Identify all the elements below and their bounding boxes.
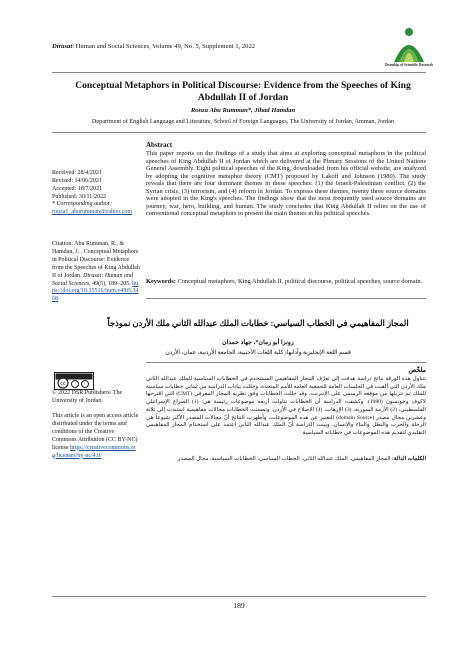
arabic-title: المجاز المفاهيمي في الخطاب السياسي: خطابات الملك عبدالله الثاني ملك الأردن نموذجاً — [107, 319, 409, 328]
revised-date: Revised: 14/06/2021 — [52, 177, 102, 184]
published-date: Published: 30/11/2022 — [52, 193, 106, 200]
cc-by-nc-icon — [54, 372, 94, 390]
journal-name: Dirasat — [52, 43, 73, 50]
abstract-text: This paper reports on the findings of a study that aims at exploring conceptual metaphors in the political speeches of King Abdullah II of Jordan which are delivered at the Plenary Sessions of the United Nations General Assembly. Eight political speeches of the King, downloaded from his official website, are analyzed by adopting the cognitive metaphor theory (CMT) proposed by Lakoff and Johnson (1980). The study reveals that there are four dominant themes in these speeches: (1) the Israeli-Palestinian conflict, (2) the Syrian crisis, (3) terrorism, and (4) reform in Jordan. To express these themes, twenty three source domains were adopted in the King's speeches. The findings show that the most frequently used source domains are journey, war, hero, building, and human. The study concludes that King Abdullah II relies on the use of conventional conceptual metaphors to present the main themes in his political speeches. — [146, 150, 426, 218]
journal-header — [52, 43, 352, 50]
svg-text:cc: cc — [60, 381, 66, 387]
abstract-heading: Abstract — [146, 141, 173, 149]
received-date: Received: 28/4/2021 — [52, 170, 102, 176]
journal-details: : Human and Social Sciences, Volume 49, No. 5, Supplement 1, 2022 — [72, 43, 256, 50]
open-access-text: This article is an open access article distributed under the terms and conditions of the Creative Commons Attribution (CC BY-NC) license — [52, 413, 139, 451]
affiliation: Department of English Language and Literature, School of Foreign Languages, The University of Jordan, Amman, Jordan — [91, 118, 395, 125]
divider — [146, 298, 426, 299]
divider — [52, 596, 426, 597]
license-link[interactable]: https://creativecommons.org/licenses/by-nc/4.0/ — [52, 444, 136, 459]
arabic-affiliation: قسم اللغة الإنجليزية وآدابها، كلية اللغات الأجنبية، الجامعة الأردنية، عمان، الأردن — [165, 350, 351, 356]
arabic-abstract-heading: ملخّص — [408, 367, 426, 374]
divider — [52, 132, 426, 133]
arabic-keywords-text: المجاز المفاهيمي، الملك عبدالله الثاني، الخطاب السياسي، الخطابات السياسية، مجال المصدر. — [176, 456, 391, 462]
dates-block — [52, 170, 140, 202]
cc-badge — [55, 373, 94, 390]
keywords-label: Keywords: — [146, 278, 176, 285]
citation-text: Citation: Abu Rumman, R., & Hamdan, J. . Conceptual Metaphors in Political Discourse: Evidence from the Speeches of King Abdullah II of Jordan. — [52, 241, 140, 279]
keywords-text: Conceptual metaphors, King Abdullah II, political discourse, political speeches, source domain. — [177, 278, 423, 285]
divider — [52, 72, 426, 73]
arabic-keywords-label: الكلمات الدالة: — [391, 456, 426, 462]
authors: Ronza Abu Rumman*, Jihad Hamdan — [190, 107, 296, 114]
corresponding-author — [52, 201, 140, 217]
arabic-abstract-text: تتناول هذه الورقة نتائج دراسة هدفت إلى تعرّف المجاز المفاهيمي المستخدم في الخطابات السياسية للملك عبدالله الثاني ملك الأردن التي ألقيت في الجلسات العامة للجمعية العامة للأمم المتحدة. وحللت بيانات الدراسة من ثماني خطابات سياسية للملك تم تنزيلها من موقعه الرسمي على الإنترنت، وقد حللت الخطابات وفق نظرية المجاز المعرفي (CMT) التي اقترحها لاكوف وجونسون (1980). وكشفت الدراسة أن الخطابات تناولت أربعة موضوعات رئيسة هي: (1) الصراع الإسرائيلي الفلسطيني، (2) الأزمة السورية، (3) الإرهاب، (4) الإصلاح في الأردن. وتضمنت الخطابات مجالات مفاهيمية استندت إلى ثلاثة وعشرين مجال مصدر (domain Source) للتعبير عن هذه الموضوعات، وأظهرت النتائج أنّ مجالات المصدر الأكثر شيوعاً هي الرحلة والحرب والبطل والبناء والإنسان. وبينت الدراسة أنّ الملك عبدالله الثاني اعتمد على استخدام المجاز المفاهيمي التقليدي لتقديم هذه الموضوعات في خطاباته السياسية. — [146, 376, 427, 436]
divider — [146, 362, 426, 363]
arabic-authors: رونزا أبو رمان*، جهاد حمدان — [222, 339, 294, 346]
accepted-date: Accepted: 18/7/2021 — [52, 185, 103, 192]
keywords — [146, 278, 426, 286]
paper-title: Conceptual Metaphors in Political Discourse: Evidence from the Speeches of King Abdullah II of Jordan — [75, 80, 411, 103]
open-access-note — [52, 413, 140, 460]
citation-volume: 49(5), 189–205. — [92, 280, 131, 287]
logo-caption: Deanship of Scientific Research — [384, 63, 434, 67]
corresponding-label: * Corresponding author: — [52, 201, 113, 207]
doi-link[interactable]: https://doi.org/10.35516/hum.v49i5.3468 — [52, 280, 139, 303]
citation-block — [52, 241, 140, 304]
logo-figure — [394, 28, 424, 62]
citation-journal: Dirasat: Human and Social Sciences, — [52, 272, 134, 287]
page-number: 189 — [233, 601, 245, 610]
copyright: © 2022 DSR Publishers/ The University of Jordan. — [52, 390, 123, 404]
corresponding-email-link[interactable]: ronza1_aburumman@yahoo.com — [52, 208, 133, 215]
arabic-keywords — [146, 456, 426, 464]
